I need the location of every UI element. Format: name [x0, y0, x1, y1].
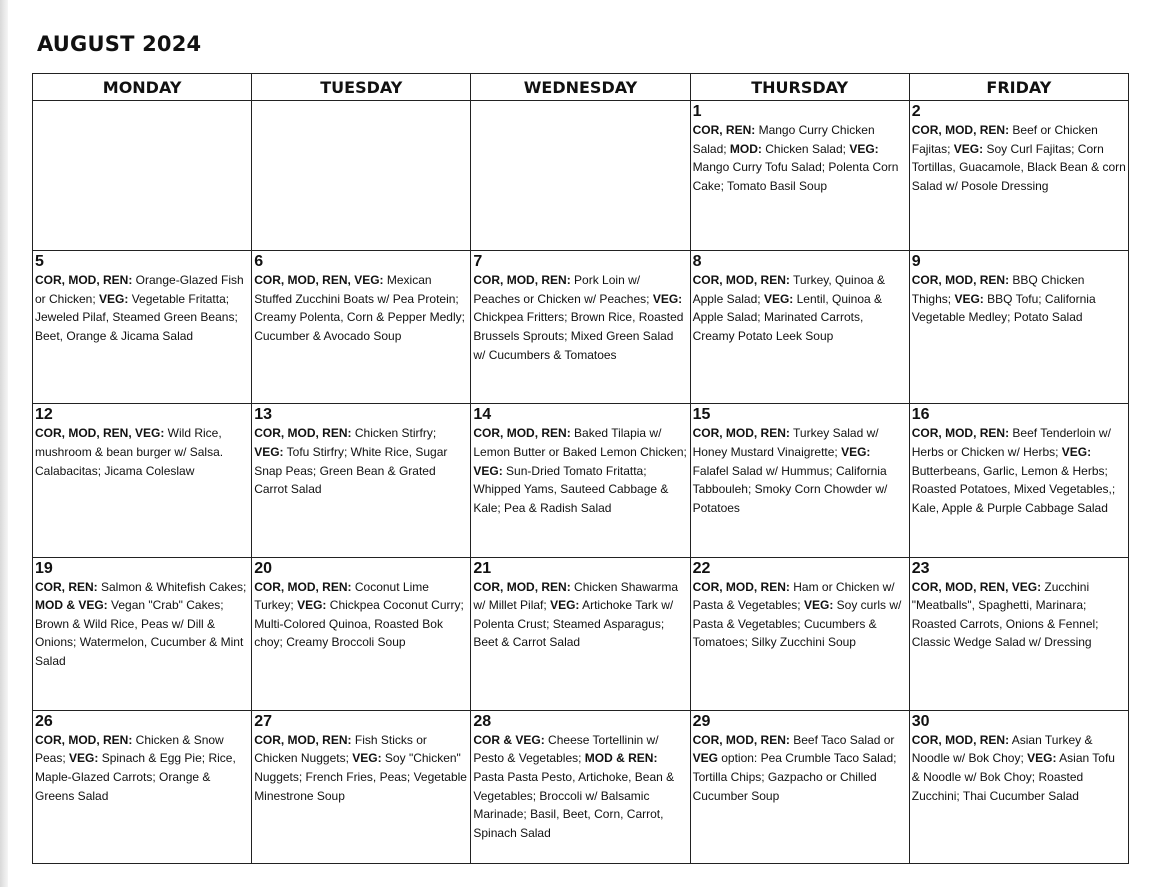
diet-label: MOD & VEG: [35, 598, 108, 613]
menu-text [473, 578, 687, 652]
diet-label: COR, MOD, REN, VEG: [35, 426, 165, 441]
diet-label: COR, MOD, REN, VEG: [911, 579, 1042, 594]
menu-item: Mexican Stuffed Zucchini Boats w/ Pea Protein; Creamy Polenta, Corn & Pepper Medly; Cucumber & Avocado Soup [254, 273, 465, 343]
menu-item: Soy "Chicken" Nuggets; French Fries, Peas; Vegetable Minestrone Soup [254, 751, 467, 803]
diet-label: COR, MOD, REN: [473, 273, 571, 288]
day-cell [471, 404, 690, 557]
diet-label: COR, MOD, REN: [473, 579, 571, 594]
menu-item: Lentil, Quinoa & Apple Salad; Marinated Carrots, Creamy Potato Leek Soup [692, 291, 883, 343]
menu-item: Baked Tilapia w/ Lemon Butter or Baked Lemon Chicken; [473, 426, 687, 459]
menu-item: Coconut Lime Turkey; [254, 579, 429, 613]
day-cell [690, 557, 909, 710]
menu-item: Chicken Stirfry; [351, 426, 437, 441]
diet-label: VEG: [803, 598, 834, 613]
day-cell [471, 101, 690, 251]
diet-label: COR, MOD, REN: [254, 426, 352, 441]
day-cell [909, 557, 1128, 710]
diet-label: COR, REN: [35, 579, 98, 594]
menu-text [35, 578, 249, 671]
page-title: AUGUST 2024 [37, 32, 202, 56]
week-row [33, 404, 1129, 557]
day-cell [33, 557, 252, 710]
menu-item: Chicken Shawarma w/ Millet Pilaf; [473, 579, 679, 613]
day-cell [33, 404, 252, 557]
menu-item: Mango Curry Chicken Salad; [692, 123, 875, 156]
menu-item: Spinach & Egg Pie; Rice, Maple-Glazed Carrots; Orange & Greens Salad [35, 751, 236, 803]
week-row [33, 101, 1129, 251]
menu-text [254, 424, 468, 498]
menu-text [473, 271, 687, 364]
day-cell [909, 101, 1128, 251]
day-cell [909, 404, 1128, 557]
diet-label: MOD & REN: [584, 751, 658, 766]
diet-label: VEG: [953, 141, 984, 156]
menu-item: Beef or Chicken Fajitas; [911, 123, 1098, 156]
menu-item: option: Pea Crumble Taco Salad; Tortilla Chips; Gazpacho or Chilled Cucumber Soup [692, 751, 897, 803]
menu-text [693, 424, 907, 517]
day-number: 8 [692, 253, 702, 271]
day-number: 29 [692, 712, 711, 730]
menu-item: Chickpea Coconut Curry; Multi-Colored Quinoa, Roasted Bok choy; Creamy Broccoli Soup [254, 598, 464, 650]
day-cell [690, 251, 909, 404]
day-number: 20 [254, 559, 272, 577]
weekday-header: THURSDAY [690, 74, 909, 101]
diet-label: VEG: [652, 291, 683, 306]
menu-item: Asian Turkey & Noodle w/ Bok Choy; [911, 732, 1093, 766]
menu-item: Wild Rice, mushroom & bean burger w/ Salsa. Calabacitas; Jicama Coleslaw [35, 426, 224, 478]
day-number: 30 [911, 712, 930, 730]
diet-label: VEG: [763, 291, 794, 306]
day-cell [471, 251, 690, 404]
menu-item: Butterbeans, Garlic, Lemon & Herbs; Roasted Potatoes, Mixed Vegetables,; Kale, Apple & Purple Cabbage Salad [911, 463, 1116, 515]
menu-item: Turkey, Quinoa & Apple Salad; [692, 273, 886, 306]
menu-item: Orange-Glazed Fish or Chicken; [35, 273, 244, 306]
diet-label: VEG: [297, 598, 327, 613]
day-cell [252, 404, 471, 557]
diet-label: COR, MOD, REN: [692, 732, 790, 747]
menu-text [912, 578, 1126, 652]
diet-label: COR, MOD, REN: [254, 732, 352, 747]
diet-label: COR, MOD, REN: [911, 426, 1010, 441]
diet-label: COR, MOD, REN: [692, 579, 790, 594]
day-number: 13 [254, 406, 272, 424]
menu-item: Ham or Chicken w/ Pasta & Vegetables; [692, 579, 895, 613]
diet-label: COR, MOD, REN: [911, 732, 1010, 747]
menu-item: Turkey Salad w/ Honey Mustard Vinaigrette; [692, 426, 879, 459]
diet-label: VEG: [99, 291, 129, 306]
menu-item: Pork Loin w/ Peaches or Chicken w/ Peaches; [473, 273, 653, 306]
diet-label: VEG: [1027, 751, 1057, 766]
diet-label: COR, MOD, REN: [911, 273, 1010, 288]
day-cell [252, 710, 471, 863]
diet-label: COR, MOD, REN: [473, 426, 571, 441]
diet-label: VEG: [849, 141, 879, 156]
menu-text [35, 271, 249, 345]
diet-label: VEG: [550, 598, 580, 613]
diet-label: COR, MOD, REN: [692, 426, 790, 441]
menu-text [254, 271, 468, 345]
menu-item: Fish Sticks or Chicken Nuggets; [254, 732, 427, 766]
diet-label: COR, REN: [692, 123, 756, 137]
diet-label: COR & VEG: [473, 732, 545, 747]
day-number: 19 [35, 559, 53, 577]
day-cell [252, 557, 471, 710]
day-number: 14 [473, 406, 492, 424]
weekday-header: MONDAY [33, 74, 252, 101]
diet-label: VEG: [254, 444, 284, 459]
menu-text [473, 731, 687, 843]
day-number: 26 [35, 712, 53, 730]
day-cell [690, 101, 909, 251]
week-row [33, 710, 1129, 863]
menu-item: Vegetable Fritatta; Jeweled Pilaf, Steamed Green Beans; Beet, Orange & Jicama Salad [35, 291, 238, 343]
day-number: 6 [254, 253, 264, 271]
day-number: 12 [35, 406, 53, 424]
week-row [33, 251, 1129, 404]
menu-item: Vegan "Crab" Cakes; Brown & Wild Rice, Peas w/ Dill & Onions; Watermelon, Cucumber & Mint Salad [35, 598, 244, 668]
day-number: 22 [692, 559, 711, 577]
day-cell [33, 710, 252, 863]
page-edge-shadow [0, 0, 8, 887]
menu-item: Sun-Dried Tomato Fritatta; Whipped Yams, Sauteed Cabbage & Kale; Pea & Radish Salad [473, 463, 669, 515]
day-number: 1 [692, 103, 702, 120]
day-cell [33, 251, 252, 404]
day-number: 21 [473, 559, 492, 577]
menu-text [35, 731, 249, 805]
menu-item: Tofu Stirfry; White Rice, Sugar Snap Peas; Green Bean & Grated Carrot Salad [254, 444, 448, 497]
menu-item: BBQ Chicken Thighs; [911, 273, 1085, 306]
day-number: 9 [911, 253, 921, 271]
menu-item: Asian Tofu & Noodle w/ Bok Choy; Roasted Zucchini; Thai Cucumber Salad [911, 751, 1115, 803]
menu-text [254, 578, 468, 652]
menu-item: Beef Taco Salad or [789, 732, 895, 747]
weekday-header: WEDNESDAY [471, 74, 690, 101]
menu-text [912, 424, 1126, 517]
menu-text [693, 121, 907, 195]
diet-label: COR, MOD, REN: [35, 732, 133, 747]
day-number: 5 [35, 253, 44, 271]
week-row [33, 557, 1129, 710]
diet-label: VEG [692, 751, 718, 766]
menu-item: Chicken & Snow Peas; [35, 732, 224, 766]
day-number: 23 [911, 559, 930, 577]
menu-text [254, 731, 468, 805]
diet-label: COR, MOD, REN: [692, 273, 790, 288]
menu-text [912, 271, 1126, 327]
menu-item: Zucchini "Meatballs", Spaghetti, Marinara; Roasted Carrots, Onions & Fennel; Classic Wedge Salad w/ Dressing [911, 579, 1099, 650]
day-number: 28 [473, 712, 492, 730]
day-number: 2 [911, 103, 921, 120]
menu-item: Falafel Salad w/ Hummus; California Tabbouleh; Smoky Corn Chowder w/ Potatoes [692, 463, 888, 515]
menu-item: Artichoke Tark w/ Polenta Crust; Steamed Asparagus; Beet & Carrot Salad [473, 598, 674, 650]
diet-label: COR, MOD, REN: [35, 273, 133, 288]
menu-text [693, 578, 907, 652]
day-cell [909, 710, 1128, 863]
day-cell [33, 101, 252, 251]
diet-label: VEG: [841, 444, 871, 459]
diet-label: COR, MOD, REN: [911, 123, 1010, 137]
diet-label: COR, MOD, REN: [254, 579, 352, 594]
day-cell [252, 251, 471, 404]
day-cell [471, 557, 690, 710]
day-cell [252, 101, 471, 251]
diet-label: MOD: [729, 141, 762, 156]
menu-text [912, 121, 1126, 195]
diet-label: VEG: [473, 463, 503, 478]
day-cell [690, 710, 909, 863]
weekday-header: FRIDAY [909, 74, 1128, 101]
menu-item: Pasta Pasta Pesto, Artichoke, Bean & Vegetables; Broccoli w/ Balsamic Marinade; Basil, Beet, Corn, Carrot, Spinach Salad [473, 769, 675, 840]
diet-label: COR, MOD, REN, VEG: [254, 273, 384, 288]
day-number: 16 [911, 406, 930, 424]
diet-label: VEG: [954, 291, 984, 306]
weekday-header-row [33, 74, 1129, 101]
menu-item: Mango Curry Tofu Salad; Polenta Corn Cake; Tomato Basil Soup [692, 160, 899, 193]
menu-item: BBQ Tofu; California Vegetable Medley; Potato Salad [911, 291, 1096, 325]
menu-item: Chicken Salad; [761, 141, 850, 156]
menu-text [473, 424, 687, 517]
calendar-table [32, 73, 1129, 864]
day-number: 27 [254, 712, 272, 730]
day-cell [690, 404, 909, 557]
weekday-header: TUESDAY [252, 74, 471, 101]
menu-text [912, 731, 1126, 805]
diet-label: VEG: [352, 751, 382, 766]
menu-item: Chickpea Fritters; Brown Rice, Roasted Brussels Sprouts; Mixed Green Salad w/ Cucumbers & Tomatoes [473, 310, 684, 362]
menu-item: Soy Curl Fajitas; Corn Tortillas, Guacamole, Black Bean & corn Salad w/ Posole Dressing [911, 141, 1126, 193]
menu-item: Beef Tenderloin w/ Herbs or Chicken w/ Herbs; [911, 426, 1111, 459]
diet-label: VEG: [69, 751, 99, 766]
menu-text [693, 731, 907, 805]
day-cell [909, 251, 1128, 404]
menu-item: Soy curls w/ Pasta & Vegetables; Cucumbers & Tomatoes; Silky Zucchini Soup [692, 598, 902, 650]
menu-item: Salmon & Whitefish Cakes; [97, 579, 247, 594]
day-number: 7 [473, 253, 483, 271]
day-number: 15 [692, 406, 711, 424]
day-cell [471, 710, 690, 863]
menu-text [693, 271, 907, 345]
menu-text [35, 424, 249, 480]
diet-label: VEG: [1061, 444, 1092, 459]
menu-item: Cheese Tortellinin w/ Pesto & Vegetables; [473, 732, 659, 766]
